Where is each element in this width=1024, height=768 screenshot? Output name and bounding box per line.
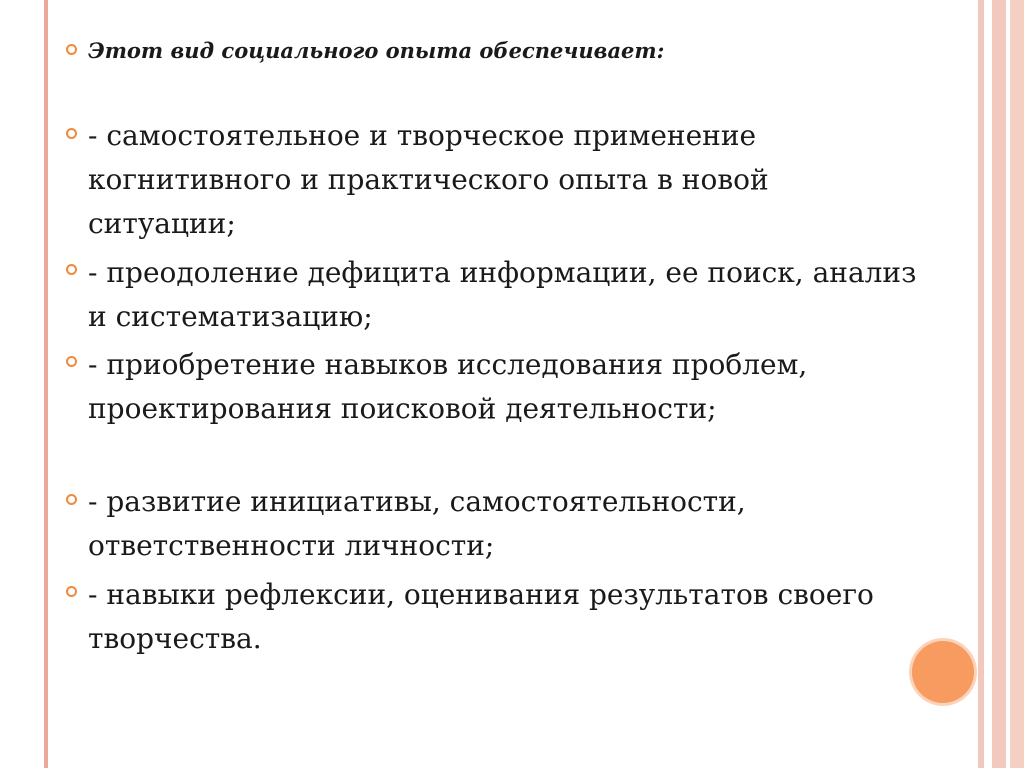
bullet-icon <box>66 494 77 505</box>
bullet-icon <box>66 586 77 597</box>
list-item: - развитие инициативы, самостоятельности, ответственности личности; <box>88 485 746 562</box>
bullet-icon <box>66 264 77 275</box>
right-border-stripe <box>1010 0 1024 768</box>
bullet-icon <box>66 128 77 139</box>
decorative-circle-icon <box>912 641 974 703</box>
bullet-icon <box>66 44 77 55</box>
list-item: - приобретение навыков исследования проблем, проектирования поисковой деятельности; <box>88 348 808 425</box>
list-item: - навыки рефлексии, оценивания результатов своего творчества. <box>88 578 874 655</box>
slide-heading: Этот вид социального опыта обеспечивает: <box>88 38 665 63</box>
left-border-line <box>44 0 48 768</box>
right-border-gap <box>984 0 992 768</box>
list-item: - самостоятельное и творческое применение когнитивного и практического опыта в новой ситуации; <box>88 119 769 240</box>
list-item: - преодоление дефицита информации, ее поиск, анализ и систематизацию; <box>88 256 917 333</box>
right-border-stripe <box>992 0 1006 768</box>
bullet-icon <box>66 356 77 367</box>
